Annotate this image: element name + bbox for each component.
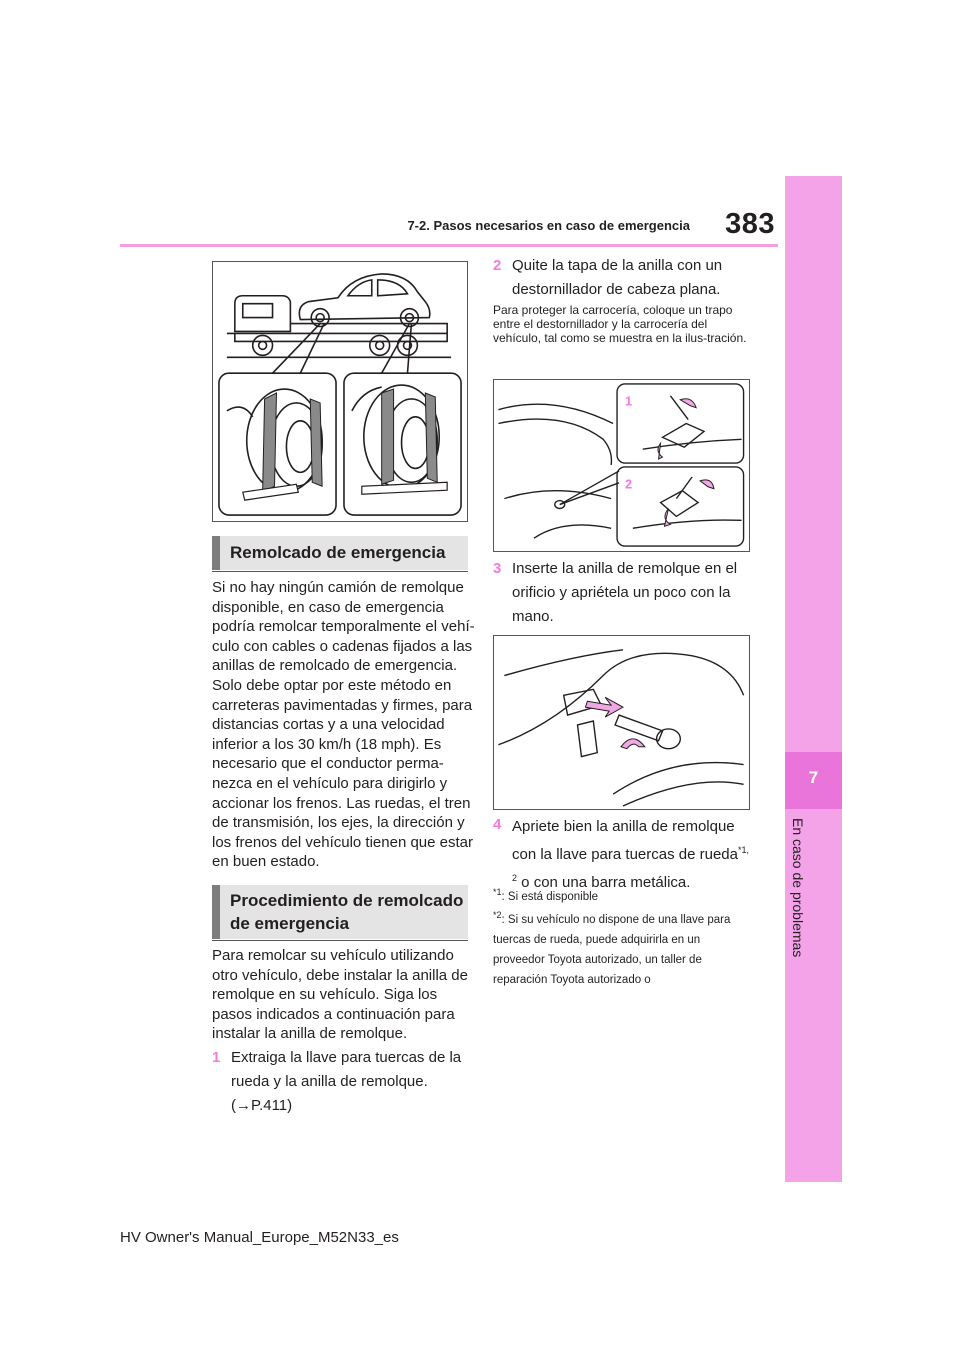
figure-label-2: 2 [624, 476, 633, 492]
chapter-number: 7 [808, 768, 819, 787]
step-text-part-b: o con una barra metálica. [517, 874, 691, 891]
section-heading-emergency-towing: Remolcado de emergencia [212, 536, 468, 570]
footnote-2 [493, 910, 755, 990]
emergency-towing-paragraph: Si no hay ningún camión de remolque disponible, en caso de emergencia podría remolcar temporalmente el vehí-culo con cables o cadenas fijados a las anillas de remolcado de emergencia. Solo debe optar por este método en carreteras pavimentadas y firmes, para distancias cortas y a una velocidad inferior a los 30 km/h (18 mph). Es necesario que el conductor perma-nezca en el vehículo para dirigirlo y accionar los frenos. Las ruedas, el tren de transmisión, los ejes, la dirección y los frenos del vehículo tienen que estar en buen estado. [212, 579, 475, 871]
step-3 [493, 557, 758, 629]
page-number: 383 [725, 208, 775, 240]
step-4 [493, 813, 758, 897]
towing-eye-illustration [493, 635, 750, 810]
step-2 [493, 254, 758, 302]
footnote-mark: *1 [493, 887, 502, 898]
cap-removal-drawing [494, 380, 749, 551]
chapter-title-text: En caso de problemas [790, 818, 806, 958]
header-rule [120, 244, 778, 247]
step-text: Quite la tapa de la anilla con un destornillador de cabeza plana. [512, 257, 723, 298]
footnote-1 [493, 887, 755, 907]
step-1 [212, 1046, 477, 1118]
footnote-text: : Si su vehículo no dispone de una llave para tuercas de rueda, puede adquirirla en un proveedor Toyota autorizado, un taller de reparación Toyota autorizado o [493, 914, 731, 986]
footer-manual-id: HV Owner's Manual_Europe_M52N33_es [120, 1229, 399, 1246]
tow-truck-drawing [213, 262, 467, 521]
footnote-ref-2: 2 [512, 873, 518, 883]
procedure-paragraph: Para remolcar su vehículo utilizando otro vehículo, debe instalar la anilla de remolque en su vehículo. Siga los pasos indicados a continuación para instalar la anilla de remolque. [212, 947, 468, 1043]
footnote-text: : Si está disponible [501, 891, 599, 903]
section-heading-procedure: Procedimiento de remolcado de emergencia [212, 885, 468, 939]
footnote-mark: *2 [493, 910, 502, 921]
step-text-part-a: Apriete bien la anilla de remolque con la llave para tuercas de rueda [512, 818, 738, 863]
chapter-side-tab[interactable] [785, 176, 842, 1182]
step-2-note: Para proteger la carrocería, coloque un trapo entre el destornillador y la carrocería del vehículo, tal como se muestra en la ilus-tración. [493, 303, 747, 345]
step-text [512, 813, 758, 897]
header-section-title: 7-2. Pasos necesarios en caso de emergencia [407, 218, 690, 233]
step-number: 1 [212, 1049, 221, 1066]
figure-label-1: 1 [624, 393, 633, 409]
step-number: 4 [493, 816, 502, 833]
step-number: 3 [493, 560, 502, 577]
cap-removal-illustration [493, 379, 750, 552]
page-reference-link[interactable]: (→P.411) [231, 1097, 293, 1114]
step-number: 2 [493, 257, 502, 274]
step-text: Inserte la anilla de remolque en el orificio y apriétela un poco con la mano. [512, 560, 738, 625]
towing-eye-drawing [494, 636, 749, 809]
chapter-title [790, 818, 816, 998]
footnote-ref-1: *1, [737, 845, 749, 855]
tow-truck-illustration [212, 261, 468, 522]
step-text: Extraiga la llave para tuercas de la rueda y la anilla de remolque. [231, 1049, 462, 1090]
